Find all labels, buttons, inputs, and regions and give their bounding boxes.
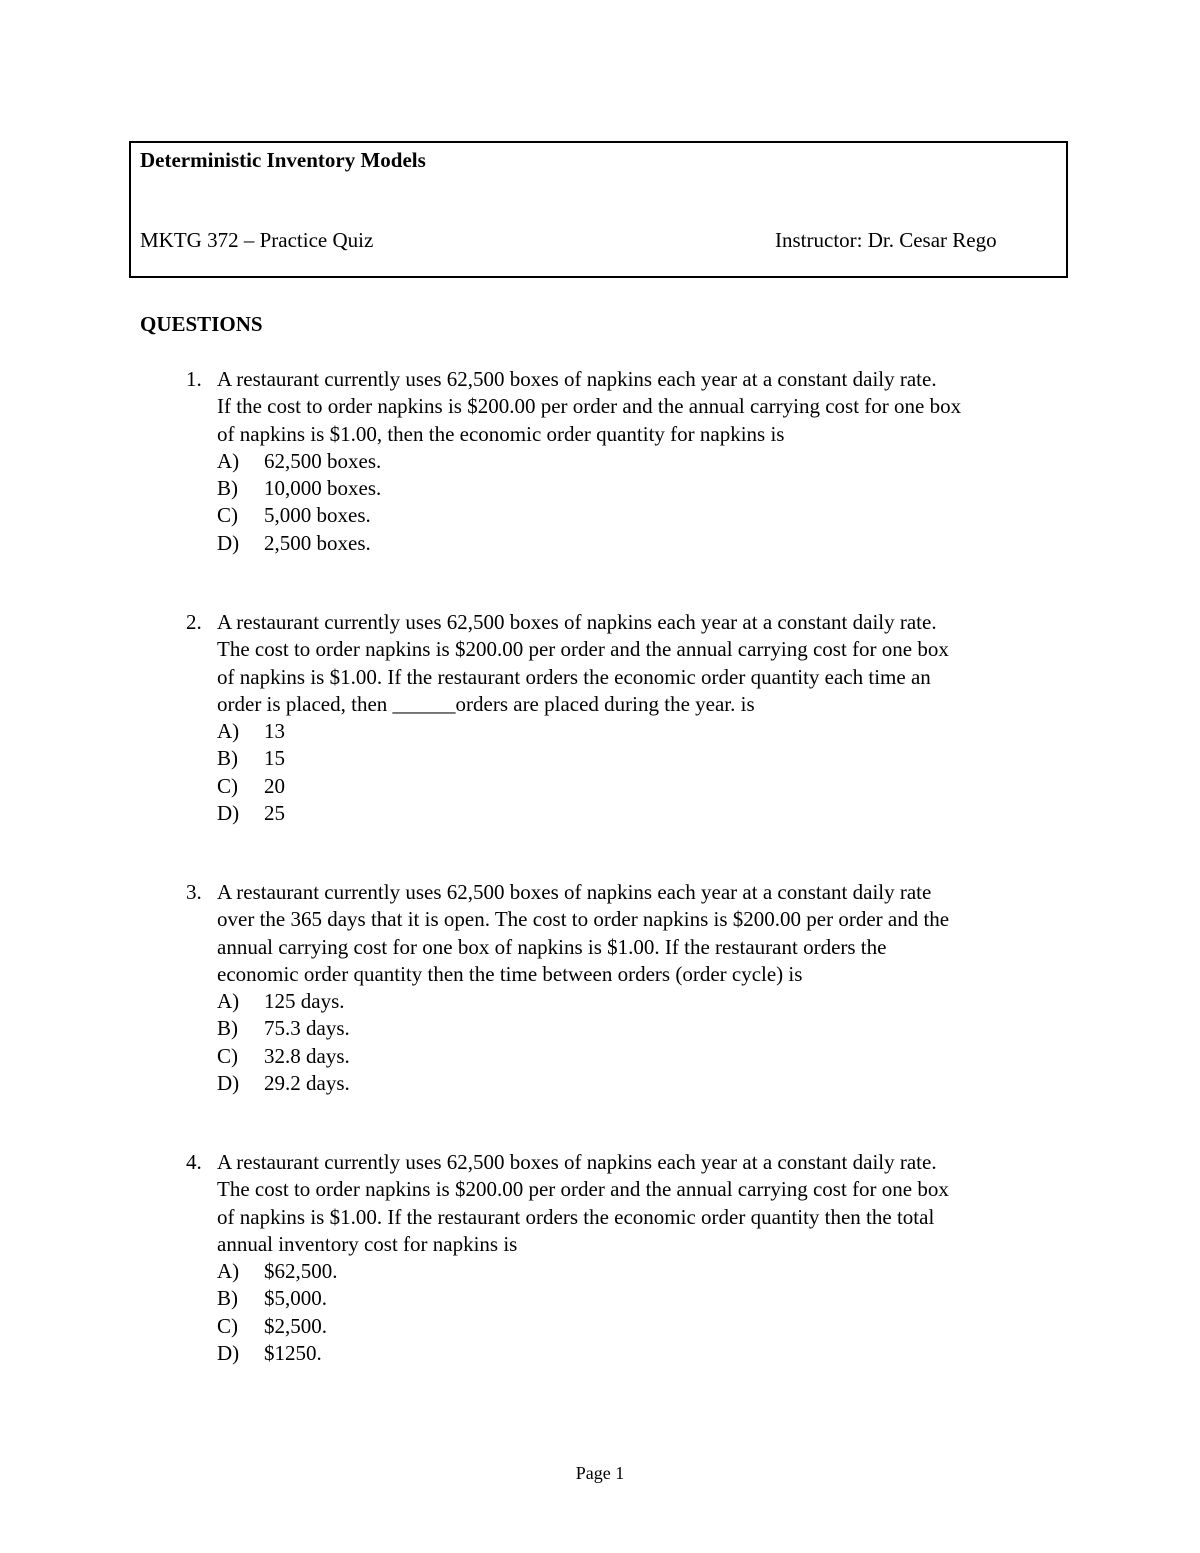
option-text: $1250.: [264, 1341, 322, 1366]
question-text-line: over the 365 days that it is open. The cost to order napkins is $200.00 per order and the: [217, 907, 950, 932]
question-text-line: of napkins is $1.00. If the restaurant orders the economic order quantity then the total: [217, 1204, 935, 1229]
option-text: 5,000 boxes.: [264, 503, 371, 528]
option-text: 32.8 days.: [264, 1043, 350, 1068]
option-letter: B): [217, 746, 238, 771]
option-text: 125 days.: [264, 989, 345, 1014]
answer-option: [217, 800, 1086, 827]
option-letter: B): [217, 1286, 238, 1311]
answer-option: [217, 1258, 1086, 1285]
answer-option: [217, 502, 1086, 529]
option-text: 15: [264, 746, 285, 771]
question-body: [217, 609, 1086, 827]
option-text: 10,000 boxes.: [264, 476, 382, 501]
option-letter: A): [217, 448, 240, 473]
question-number: 1.: [186, 367, 202, 391]
answer-option: [217, 1313, 1086, 1340]
option-letter: D): [217, 801, 240, 826]
option-text: 25: [264, 801, 285, 826]
option-letter: C): [217, 773, 238, 798]
answer-option: [217, 773, 1086, 800]
question-4: [186, 1149, 1086, 1367]
question-text-line: economic order quantity then the time between orders (order cycle) is: [217, 961, 803, 986]
option-text: 62,500 boxes.: [264, 448, 382, 473]
option-letter: B): [217, 1016, 238, 1041]
question-3: [186, 879, 1086, 1097]
option-letter: D): [217, 1341, 240, 1366]
answer-option: [217, 475, 1086, 502]
question-body: [217, 879, 1086, 1097]
question-body: [217, 1149, 1086, 1367]
answer-options: [217, 988, 1086, 1097]
answer-option: [217, 718, 1086, 745]
answer-option: [217, 448, 1086, 475]
answer-option: [217, 1043, 1086, 1070]
question-number: 2.: [186, 610, 202, 634]
question-text-line: If the cost to order napkins is $200.00 per order and the annual carrying cost for one box: [217, 394, 962, 419]
question-text-line: The cost to order napkins is $200.00 per order and the annual carrying cost for one box: [217, 637, 949, 662]
answer-option: [217, 745, 1086, 772]
option-letter: C): [217, 1043, 238, 1068]
question-text-line: A restaurant currently uses 62,500 boxes of napkins each year at a constant daily rate: [217, 880, 932, 904]
question-2: [186, 609, 1086, 827]
option-letter: D): [217, 1071, 240, 1096]
answer-option: [217, 1070, 1086, 1097]
answer-option: [217, 1285, 1086, 1312]
question-text-line: The cost to order napkins is $200.00 per order and the annual carrying cost for one box: [217, 1177, 949, 1202]
answer-option: [217, 1340, 1086, 1367]
option-text: 20: [264, 773, 285, 798]
page-number: Page 1: [575, 1463, 625, 1483]
question-text-line: annual inventory cost for napkins is: [217, 1231, 518, 1256]
option-letter: A): [217, 1259, 240, 1284]
option-text: 13: [264, 719, 285, 744]
section-heading: QUESTIONS: [140, 312, 263, 336]
document-title: Deterministic Inventory Models: [140, 148, 426, 172]
answer-options: [217, 1258, 1086, 1367]
option-text: $5,000.: [264, 1286, 327, 1311]
question-text-line: A restaurant currently uses 62,500 boxes of napkins each year at a constant daily rate.: [217, 610, 937, 634]
option-text: 2,500 boxes.: [264, 530, 371, 555]
option-text: 29.2 days.: [264, 1071, 350, 1096]
option-letter: A): [217, 719, 240, 744]
option-letter: D): [217, 530, 240, 555]
course-label: MKTG 372 – Practice Quiz: [140, 228, 374, 252]
question-text-line: order is placed, then ______orders are placed during the year. is: [217, 691, 755, 716]
answer-option: [217, 530, 1086, 557]
answer-options: [217, 718, 1086, 827]
instructor-label: Instructor: Dr. Cesar Rego: [775, 228, 997, 252]
option-letter: B): [217, 476, 238, 501]
option-letter: A): [217, 989, 240, 1014]
question-1: [186, 366, 1086, 557]
question-text-line: A restaurant currently uses 62,500 boxes of napkins each year at a constant daily rate.: [217, 367, 937, 391]
question-text-line: annual carrying cost for one box of napkins is $1.00. If the restaurant orders the: [217, 934, 887, 959]
option-text: $62,500.: [264, 1259, 338, 1284]
answer-option: [217, 988, 1086, 1015]
question-number: 4.: [186, 1150, 202, 1174]
option-text: 75.3 days.: [264, 1016, 350, 1041]
question-text-line: of napkins is $1.00. If the restaurant orders the economic order quantity each time an: [217, 664, 931, 689]
answer-option: [217, 1015, 1086, 1042]
question-text-line: A restaurant currently uses 62,500 boxes of napkins each year at a constant daily rate.: [217, 1150, 937, 1174]
question-text-line: of napkins is $1.00, then the economic order quantity for napkins is: [217, 421, 785, 446]
option-text: $2,500.: [264, 1313, 327, 1338]
question-body: [217, 366, 1086, 557]
question-number: 3.: [186, 880, 202, 904]
option-letter: C): [217, 1313, 238, 1338]
answer-options: [217, 448, 1086, 557]
option-letter: C): [217, 503, 238, 528]
